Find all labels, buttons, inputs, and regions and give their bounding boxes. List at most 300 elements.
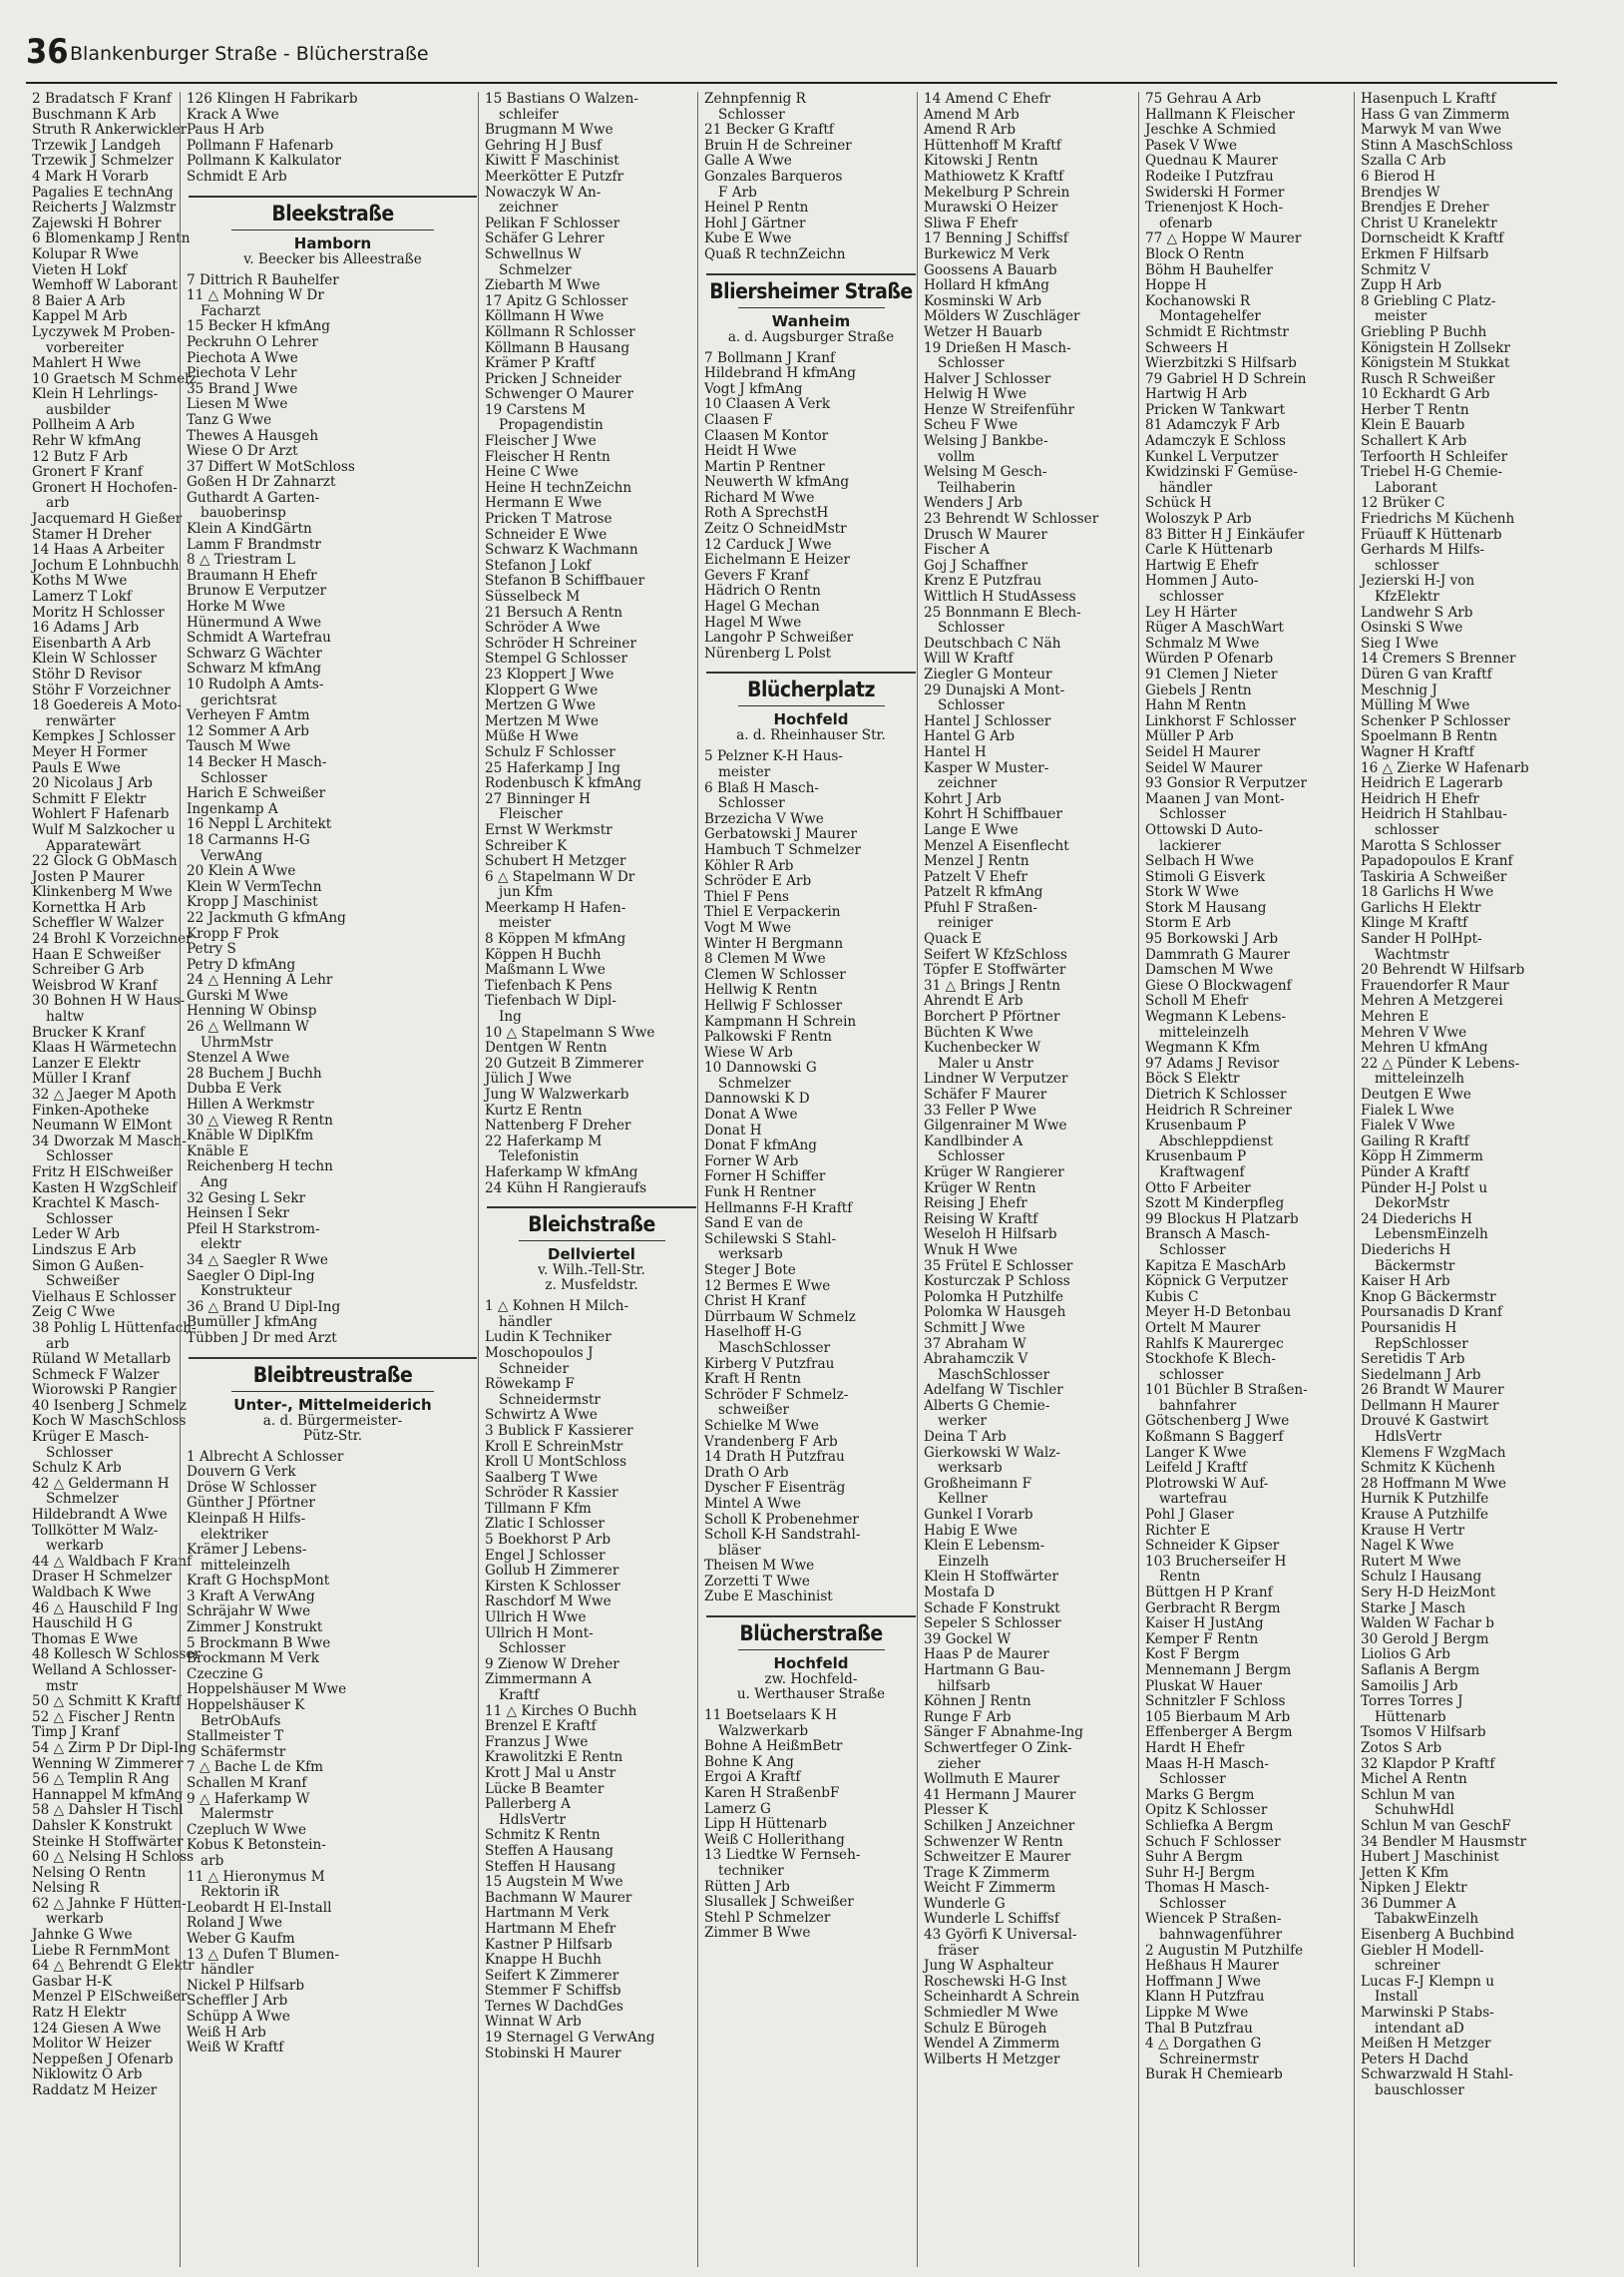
resident-entry: Nipken J Elektr <box>1361 1880 1467 1897</box>
resident-entry: Will W Kraftf <box>924 651 1014 668</box>
entry-continuation: Apparatewärt <box>46 837 142 854</box>
resident-entry: Hasenpuch L Kraftf <box>1361 91 1496 107</box>
resident-entry: Weber G Kaufm <box>187 1930 295 1947</box>
resident-entry: Töpfer E Stoffwärter <box>924 962 1066 979</box>
resident-entry: Adelfang W Tischler <box>924 1382 1063 1399</box>
resident-entry: 83 Bitter H J Einkäufer <box>1145 526 1305 543</box>
resident-entry: Vogt M Wwe <box>704 919 792 936</box>
resident-entry: Brendjes E Dreher <box>1361 200 1489 217</box>
resident-entry: Effenberger A Bergm <box>1145 1724 1293 1741</box>
resident-entry: Suhr H-J Bergm <box>1145 1864 1255 1881</box>
resident-entry: Michel A Rentn <box>1361 1771 1467 1788</box>
resident-entry: 17 Benning J Schiffsf <box>924 230 1068 247</box>
resident-entry: Zimmermann A <box>485 1671 592 1688</box>
resident-entry: 10 Graetsch M Schmelz <box>32 370 197 387</box>
resident-entry: Weiß C Hollerithang <box>704 1831 845 1848</box>
resident-entry: Stenzel A Wwe <box>187 1050 290 1067</box>
resident-entry: 20 Gutzeit B Zimmerer <box>485 1055 644 1072</box>
resident-entry: Gasbar H-K <box>32 1973 113 1990</box>
entry-continuation: zeichner <box>499 200 559 217</box>
resident-entry: 27 Binninger H <box>485 790 591 807</box>
entry-continuation: Schlosser <box>201 769 267 786</box>
resident-entry: Friedrichs M Küchenh <box>1361 511 1515 528</box>
entry-continuation: Schlosser <box>938 620 1005 637</box>
divider <box>519 1240 665 1241</box>
resident-entry: Poursanidis H <box>1361 1319 1457 1336</box>
entry-continuation: schlosser <box>1375 821 1439 838</box>
entry-continuation: Abschleppdienst <box>1159 1133 1273 1149</box>
resident-entry: Poursanadis D Kranf <box>1361 1304 1503 1321</box>
resident-entry: Schmidt A Wartefrau <box>187 630 331 647</box>
resident-entry: Meerkamp H Hafen- <box>485 899 626 916</box>
entry-continuation: meister <box>1375 308 1427 325</box>
resident-entry: Hartmann G Bau- <box>924 1661 1045 1678</box>
entry-continuation: KfzElektr <box>1375 589 1439 605</box>
resident-entry: 35 Brand J Wwe <box>187 380 298 397</box>
resident-entry: Dammrath G Maurer <box>1145 946 1290 963</box>
resident-entry: Seidel W Maurer <box>1145 759 1263 776</box>
entry-continuation: Kraftf <box>499 1687 540 1703</box>
resident-entry: Siedelmann J Arb <box>1361 1366 1481 1383</box>
resident-entry: Fleischer J Wwe <box>485 433 597 450</box>
entry-continuation: mitteleinzelh <box>1375 1071 1465 1088</box>
resident-entry: Patzelt R kfmAng <box>924 884 1043 901</box>
resident-entry: 14 Drath H Putzfrau <box>704 1449 845 1466</box>
resident-entry: 8 Köppen M kfmAng <box>485 931 626 948</box>
resident-entry: Schmiedler M Wwe <box>924 2005 1058 2022</box>
street-range: Pütz-Str. <box>302 1427 363 1444</box>
resident-entry: Claasen M Kontor <box>704 427 829 444</box>
resident-entry: Kochanowski R <box>1145 292 1251 309</box>
resident-entry: Wemhoff W Laborant <box>32 277 178 294</box>
resident-entry: Maßmann L Wwe <box>485 962 606 979</box>
resident-entry: Schubert H Metzger <box>485 853 626 870</box>
resident-entry: Köpp H Zimmerm <box>1361 1148 1483 1165</box>
resident-entry: Weicht F Zimmerm <box>924 1880 1056 1897</box>
resident-entry: Kastner P Hilfsarb <box>485 1936 612 1953</box>
resident-entry: Stamer H Dreher <box>32 526 152 543</box>
resident-entry: Hartmann M Ehefr <box>485 1920 616 1937</box>
resident-entry: 16 △ Zierke W Hafenarb <box>1361 759 1529 776</box>
resident-entry: Schwenzer W Rentn <box>924 1833 1063 1850</box>
resident-entry: Sander H PolHpt- <box>1361 931 1482 948</box>
resident-entry: Heidrich E Lagerarb <box>1361 775 1503 792</box>
resident-entry: Tiefenbach K Pens <box>485 977 612 994</box>
resident-entry: 41 Hermann J Maurer <box>924 1786 1076 1803</box>
resident-entry: Schmalz M Wwe <box>1145 635 1260 652</box>
resident-entry: Scholl M Ehefr <box>1145 993 1249 1010</box>
resident-entry: Schmitt F Elektr <box>32 790 147 807</box>
resident-entry: Gronert F Kranf <box>32 464 143 481</box>
resident-entry: Zimmer B Wwe <box>704 1925 811 1942</box>
resident-entry: Eisenbarth A Arb <box>32 635 152 652</box>
entry-continuation: VerwAng <box>201 847 263 864</box>
resident-entry: Otto F Arbeiter <box>1145 1179 1251 1196</box>
resident-entry: Kunkel L Verputzer <box>1145 448 1279 465</box>
resident-entry: Klaas H Wärmetechn <box>32 1040 178 1057</box>
resident-entry: 3 Bublick F Kassierer <box>485 1422 633 1439</box>
resident-entry: Heine C Wwe <box>485 464 579 481</box>
resident-entry: Schröder E Arb <box>704 873 812 890</box>
resident-entry: Stempel G Schlosser <box>485 651 628 668</box>
entry-continuation: UhrmMstr <box>201 1034 273 1051</box>
resident-entry: Meerkötter E Putzfr <box>485 168 624 185</box>
resident-entry: Peters H Dachd <box>1361 2050 1469 2067</box>
resident-entry: Buschmann K Arb <box>32 106 157 123</box>
resident-entry: Ratz H Elektr <box>32 2005 127 2022</box>
entry-continuation: schleifer <box>499 106 559 123</box>
resident-entry: 20 Behrendt W Hilfsarb <box>1361 962 1525 979</box>
resident-entry: Kapitza E MaschArb <box>1145 1257 1286 1274</box>
resident-entry: Tiefenbach W Dipl- <box>485 993 616 1010</box>
resident-entry: Tollkötter M Walz- <box>32 1522 159 1539</box>
resident-entry: Köppen H Buchh <box>485 946 602 963</box>
resident-entry: Hünermund A Wwe <box>187 614 322 631</box>
resident-entry: Kubis C <box>1145 1288 1199 1305</box>
entry-continuation: Schlosser <box>1159 1771 1226 1788</box>
resident-entry: Kiwitt F Maschinist <box>485 153 619 170</box>
resident-entry: Kornettka H Arb <box>32 899 147 916</box>
entry-continuation: Schlosser <box>718 106 785 123</box>
resident-entry: Krämer P Kraftf <box>485 355 596 372</box>
resident-entry: Hass G van Zimmerm <box>1361 106 1510 123</box>
resident-entry: Samoilis J Arb <box>1361 1677 1458 1694</box>
resident-entry: Ullrich H Wwe <box>485 1609 587 1626</box>
resident-entry: Mertzen G Wwe <box>485 697 597 714</box>
entry-continuation: Laborant <box>1375 479 1437 496</box>
resident-entry: Roland J Wwe <box>187 1915 283 1932</box>
resident-entry: Trage K Zimmerm <box>924 1864 1050 1881</box>
resident-entry: Welsing J Bankbe- <box>924 433 1048 450</box>
resident-entry: Henze W Streifenführ <box>924 401 1075 418</box>
resident-entry: Haan E Schweißer <box>32 946 161 963</box>
resident-entry: Runge F Arb <box>924 1708 1012 1725</box>
entry-continuation: bauschlosser <box>1375 2082 1464 2098</box>
resident-entry: Seifert W KfzSchloss <box>924 946 1067 963</box>
resident-entry: Hermann E Wwe <box>485 495 603 512</box>
street-name: Bliersheimer Straße <box>709 278 913 303</box>
resident-entry: Mekelburg P Schrein <box>924 184 1070 201</box>
resident-entry: Krott J Mal u Anstr <box>485 1764 616 1781</box>
resident-entry: 22 △ Pünder K Lebens- <box>1361 1055 1520 1072</box>
entry-continuation: TabakwEinzelh <box>1375 1911 1479 1928</box>
resident-entry: Hildebrand H kfmAng <box>704 365 856 382</box>
resident-entry: Dürrbaum W Schmelz <box>704 1308 856 1325</box>
entry-continuation: SchuhwHdl <box>1375 1802 1454 1819</box>
resident-entry: Neumann W ElMont <box>32 1118 173 1135</box>
entry-continuation: Malermstr <box>201 1806 273 1823</box>
resident-entry: Mathiowetz K Kraftf <box>924 168 1064 185</box>
resident-entry: Wiencek P Straßen- <box>1145 1911 1282 1928</box>
resident-entry: Kwidzinski F Gemüse- <box>1145 464 1298 481</box>
entry-continuation: Schlosser <box>1159 806 1226 823</box>
entry-continuation: meister <box>499 915 552 932</box>
resident-entry: Thomas H Masch- <box>1145 1880 1270 1897</box>
resident-entry: Hellwig K Rentn <box>704 982 818 999</box>
resident-entry: Selbach H Wwe <box>1145 853 1255 870</box>
resident-entry: Nürenberg L Polst <box>704 645 832 662</box>
resident-entry: Petry D kfmAng <box>187 956 296 973</box>
resident-entry: Großheimann F <box>924 1475 1032 1492</box>
resident-entry: 24 Diederichs H <box>1361 1210 1473 1227</box>
resident-entry: 36 Dummer A <box>1361 1895 1456 1912</box>
resident-entry: 8 △ Triestram L <box>187 552 295 569</box>
resident-entry: Forner H Schiffer <box>704 1168 826 1185</box>
resident-entry: 64 △ Behrendt G Elektr <box>32 1958 195 1975</box>
resident-entry: Thomas E Wwe <box>32 1630 139 1647</box>
resident-entry: 8 Griebling C Platz- <box>1361 292 1496 309</box>
resident-entry: 46 △ Hauschild F Ing <box>32 1599 179 1616</box>
resident-entry: 40 Isenberg J Schmelz <box>32 1397 187 1414</box>
resident-entry: 62 △ Jahnke F Hütten- <box>32 1895 187 1912</box>
resident-entry: Lamerz T Lokf <box>32 589 132 605</box>
resident-entry: Schilken J Anzeichner <box>924 1817 1075 1834</box>
resident-entry: Borchert P Pförtner <box>924 1009 1060 1026</box>
resident-entry: 15 Augstein M Wwe <box>485 1874 623 1891</box>
entry-continuation: Montagehelfer <box>1159 308 1261 325</box>
resident-entry: Diederichs H <box>1361 1241 1451 1258</box>
resident-entry: Stehl P Schmelzer <box>704 1909 831 1926</box>
resident-entry: Richard M Wwe <box>704 489 815 506</box>
resident-entry: Kirsten K Schlosser <box>485 1578 620 1594</box>
resident-entry: Schröder R Kassier <box>485 1485 618 1502</box>
resident-entry: 32 △ Jaeger M Apoth <box>32 1087 177 1103</box>
resident-entry: Hartwig H Arb <box>1145 386 1248 403</box>
resident-entry: Kuchenbecker W <box>924 1040 1041 1057</box>
resident-entry: Schmitt J Wwe <box>924 1319 1025 1336</box>
resident-entry: Hartmann M Verk <box>485 1905 609 1922</box>
resident-entry: Krause A Putzhilfe <box>1361 1507 1489 1524</box>
resident-entry: Marks G Bergm <box>1145 1786 1255 1803</box>
resident-entry: Tausch M Wwe <box>187 738 291 755</box>
resident-entry: Karen H StraßenbF <box>704 1785 840 1802</box>
street-heading <box>706 1615 916 1702</box>
resident-entry: Schreiber G Arb <box>32 962 145 979</box>
resident-entry: 13 Liedtke W Fernseh- <box>704 1847 861 1864</box>
resident-entry: Raschdorf M Wwe <box>485 1594 611 1610</box>
resident-entry: Klinkenberg M Wwe <box>32 884 173 901</box>
resident-entry: Stallmeister T <box>187 1728 284 1745</box>
resident-entry: Christ U Kranelektr <box>1361 215 1497 231</box>
entry-continuation: Einzelh <box>938 1553 990 1570</box>
resident-entry: Pluskat W Hauer <box>1145 1677 1262 1694</box>
resident-entry: Ley H Härter <box>1145 604 1237 621</box>
resident-entry: 60 △ Nelsing H Schloss <box>32 1849 195 1866</box>
resident-entry: Köllmann R Schlosser <box>485 323 635 340</box>
resident-entry: Klemens F WzgMach <box>1361 1444 1506 1461</box>
entry-continuation: Teilhaberin <box>938 479 1015 496</box>
resident-entry: Schnitzler F Schloss <box>1145 1693 1286 1710</box>
street-heading <box>706 273 916 345</box>
resident-entry: 15 Becker H kfmAng <box>187 318 330 335</box>
resident-entry: Krüger W Rangierer <box>924 1163 1064 1180</box>
entry-continuation: Propagendistin <box>499 417 604 434</box>
entry-continuation: Rentn <box>1159 1569 1201 1586</box>
resident-entry: 12 Butz F Arb <box>32 448 129 465</box>
resident-entry: Donat H <box>704 1122 762 1138</box>
resident-entry: Lipp H Hüttenarb <box>704 1816 827 1833</box>
resident-entry: Scheffler W Walzer <box>32 915 164 932</box>
resident-entry: 21 Bersuch A Rentn <box>485 604 622 621</box>
entry-continuation: werker <box>938 1413 987 1430</box>
resident-entry: Kraft H Rentn <box>704 1371 802 1388</box>
resident-entry: Schäfer F Maurer <box>924 1087 1047 1103</box>
resident-entry: Schröder F Schmelz- <box>704 1386 849 1403</box>
entry-continuation: händler <box>1159 479 1213 496</box>
resident-entry: 17 Apitz G Schlosser <box>485 292 628 309</box>
resident-entry: Woloszyk P Arb <box>1145 511 1252 528</box>
resident-entry: Linkhorst F Schlosser <box>1145 712 1297 729</box>
resident-entry: Nagel K Wwe <box>1361 1538 1454 1555</box>
resident-entry: 32 Gesing L Sekr <box>187 1189 306 1206</box>
entry-continuation: werksarb <box>718 1246 783 1263</box>
resident-entry: Mehren A Metzgerei <box>1361 993 1503 1010</box>
resident-entry: Wnuk H Wwe <box>924 1241 1017 1258</box>
resident-entry: 6 Blaß H Masch- <box>704 779 819 796</box>
resident-entry: Schulz F Schlosser <box>485 743 615 760</box>
resident-entry: Torres Torres J <box>1361 1693 1463 1710</box>
resident-entry: Dyscher F Eisenträg <box>704 1480 846 1497</box>
resident-entry: Kaiser H JustAng <box>1145 1615 1264 1632</box>
entry-continuation: bläser <box>718 1542 761 1559</box>
resident-entry: Brockmann M Verk <box>187 1650 319 1667</box>
resident-entry: Schallert K Arb <box>1361 433 1467 450</box>
resident-entry: Schlun M van GeschF <box>1361 1817 1511 1834</box>
resident-entry: Meyer H Former <box>32 743 148 760</box>
resident-entry: Rodeike I Putzfrau <box>1145 168 1274 185</box>
resident-entry: Rüger A MaschWart <box>1145 620 1284 637</box>
resident-entry: Christ H Kranf <box>704 1293 806 1310</box>
resident-entry: Köhler R Arb <box>704 857 794 874</box>
resident-entry: Ziegler G Monteur <box>924 666 1052 683</box>
resident-entry: Saflanis A Bergm <box>1361 1661 1480 1678</box>
resident-entry: Zupp H Arb <box>1361 277 1442 294</box>
resident-entry: Clemen W Schlosser <box>704 966 846 983</box>
resident-entry: Wunderle G <box>924 1895 1006 1912</box>
resident-entry: Hellmanns F-H Kraftf <box>704 1199 853 1216</box>
resident-entry: Böck S Elektr <box>1145 1071 1240 1088</box>
resident-entry: Gunkel I Vorarb <box>924 1507 1033 1524</box>
entry-continuation: Hüttenarb <box>1375 1708 1446 1725</box>
entry-continuation: mitteleinzelh <box>1159 1024 1250 1041</box>
resident-entry: Meschnig J <box>1361 682 1437 698</box>
resident-entry: Gurski M Wwe <box>187 987 288 1004</box>
resident-entry: Kropp J Maschinist <box>187 894 318 911</box>
resident-entry: Kurtz E Rentn <box>485 1102 583 1119</box>
resident-entry: Ottowski D Auto- <box>1145 821 1263 838</box>
resident-entry: Heidt H Wwe <box>704 443 797 460</box>
resident-entry: Röwekamp F <box>485 1376 575 1393</box>
resident-entry: Eisenberg A Buchbind <box>1361 1927 1515 1944</box>
resident-entry: Krack A Wwe <box>187 106 279 123</box>
resident-entry: Kost F Bergm <box>1145 1646 1240 1663</box>
resident-entry: Welland A Schlosser- <box>32 1661 177 1678</box>
resident-entry: 22 Glock G ObMasch <box>32 853 178 870</box>
entry-continuation: bahnwagenführer <box>1159 1927 1283 1944</box>
resident-entry: Quack E <box>924 931 983 948</box>
resident-entry: 21 Becker G Kraftf <box>704 122 834 139</box>
resident-entry: Finken-Apotheke <box>32 1102 150 1119</box>
resident-entry: Schilewski S Stahl- <box>704 1230 837 1247</box>
entry-continuation: Schneider <box>499 1360 570 1377</box>
resident-entry: Deina T Arb <box>924 1429 1007 1446</box>
resident-entry: Brendjes W <box>1361 184 1440 201</box>
resident-entry: Liebe R FernmMont <box>32 1942 171 1959</box>
resident-entry: 93 Gonsior R Verputzer <box>1145 775 1308 792</box>
resident-entry: Zajewski H Bohrer <box>32 215 162 231</box>
resident-entry: Fleischer H Rentn <box>485 448 610 465</box>
resident-entry: 4 Mark H Vorarb <box>32 168 149 185</box>
resident-entry: Sliwa F Ehefr <box>924 215 1018 231</box>
resident-entry: Hahn M Rentn <box>1145 697 1247 714</box>
entry-continuation: schweißer <box>718 1402 789 1419</box>
resident-entry: Tillmann F Kfm <box>485 1500 592 1517</box>
resident-entry: Kraft G HochspMont <box>187 1573 330 1590</box>
resident-entry: Pollheim A Arb <box>32 417 135 434</box>
entry-continuation: Rektorin iR <box>201 1884 279 1901</box>
resident-entry: 79 Gabriel H D Schrein <box>1145 370 1307 387</box>
resident-entry: Richter E <box>1145 1522 1211 1539</box>
resident-entry: Polomka W Hausgeh <box>924 1304 1066 1321</box>
resident-entry: Hannappel M kfmAng <box>32 1786 184 1803</box>
resident-entry: 19 Sternagel G VerwAng <box>485 2030 655 2047</box>
resident-entry: Maanen J van Mont- <box>1145 790 1285 807</box>
resident-entry: Thiel F Pens <box>704 888 789 905</box>
resident-entry: Gonzales Barqueros <box>704 168 843 185</box>
resident-entry: Nelsing R <box>32 1880 100 1897</box>
entry-continuation: Schlosser <box>938 1148 1005 1165</box>
resident-entry: Kandlbinder A <box>924 1133 1023 1149</box>
resident-entry: Murawski O Heizer <box>924 200 1058 217</box>
street-range: zw. Hochfeld- <box>764 1671 858 1688</box>
resident-entry: Kemper F Rentn <box>1145 1630 1259 1647</box>
resident-entry: 30 Gerold J Bergm <box>1361 1630 1489 1647</box>
resident-entry: 22 Haferkamp M <box>485 1133 603 1149</box>
resident-entry: 10 Dannowski G <box>704 1060 817 1077</box>
street-range: u. Werthauser Straße <box>736 1686 886 1703</box>
divider <box>738 307 885 308</box>
resident-entry: Kube E Wwe <box>704 230 792 247</box>
entry-continuation: HdlsVertr <box>499 1811 566 1828</box>
entry-continuation: Schlosser <box>1159 1895 1226 1912</box>
resident-entry: Vieten H Lokf <box>32 261 128 278</box>
resident-entry: 6 △ Stapelmann W Dr <box>485 868 635 885</box>
resident-entry: Hauschild H G <box>32 1615 133 1632</box>
resident-entry: Mehren V Wwe <box>1361 1024 1467 1041</box>
resident-entry: Krawolitzki E Rentn <box>485 1749 623 1766</box>
resident-entry: Nowaczyk W An- <box>485 184 602 201</box>
resident-entry: Heßhaus H Maurer <box>1145 1958 1279 1975</box>
resident-entry: 103 Brucherseifer H <box>1145 1553 1287 1570</box>
resident-entry: 18 Goedereis A Moto- <box>32 697 183 714</box>
resident-entry: Damschen M Wwe <box>1145 962 1274 979</box>
resident-entry: Steffen H Hausang <box>485 1858 616 1875</box>
resident-entry: Frauendorfer R Maur <box>1361 977 1509 994</box>
resident-entry: 6 Blomenkamp J Rentn <box>32 230 191 247</box>
resident-entry: Stefanon B Schiffbauer <box>485 573 645 590</box>
resident-entry: Kropp F Prok <box>187 925 279 942</box>
page-number: 36 <box>26 32 69 72</box>
resident-entry: Kosminski W Arb <box>924 292 1042 309</box>
resident-entry: Brenzel E Kraftf <box>485 1718 597 1735</box>
resident-entry: Mehren U kfmAng <box>1361 1040 1488 1057</box>
resident-entry: Köllmann H Wwe <box>485 308 605 325</box>
resident-entry: Kohrt H Schiffbauer <box>924 806 1062 823</box>
resident-entry: Galle A Wwe <box>704 153 792 170</box>
resident-entry: Rusch R Schweißer <box>1361 370 1495 387</box>
resident-entry: Kirberg V Putzfrau <box>704 1355 835 1372</box>
resident-entry: Jahnke G Wwe <box>32 1927 133 1944</box>
